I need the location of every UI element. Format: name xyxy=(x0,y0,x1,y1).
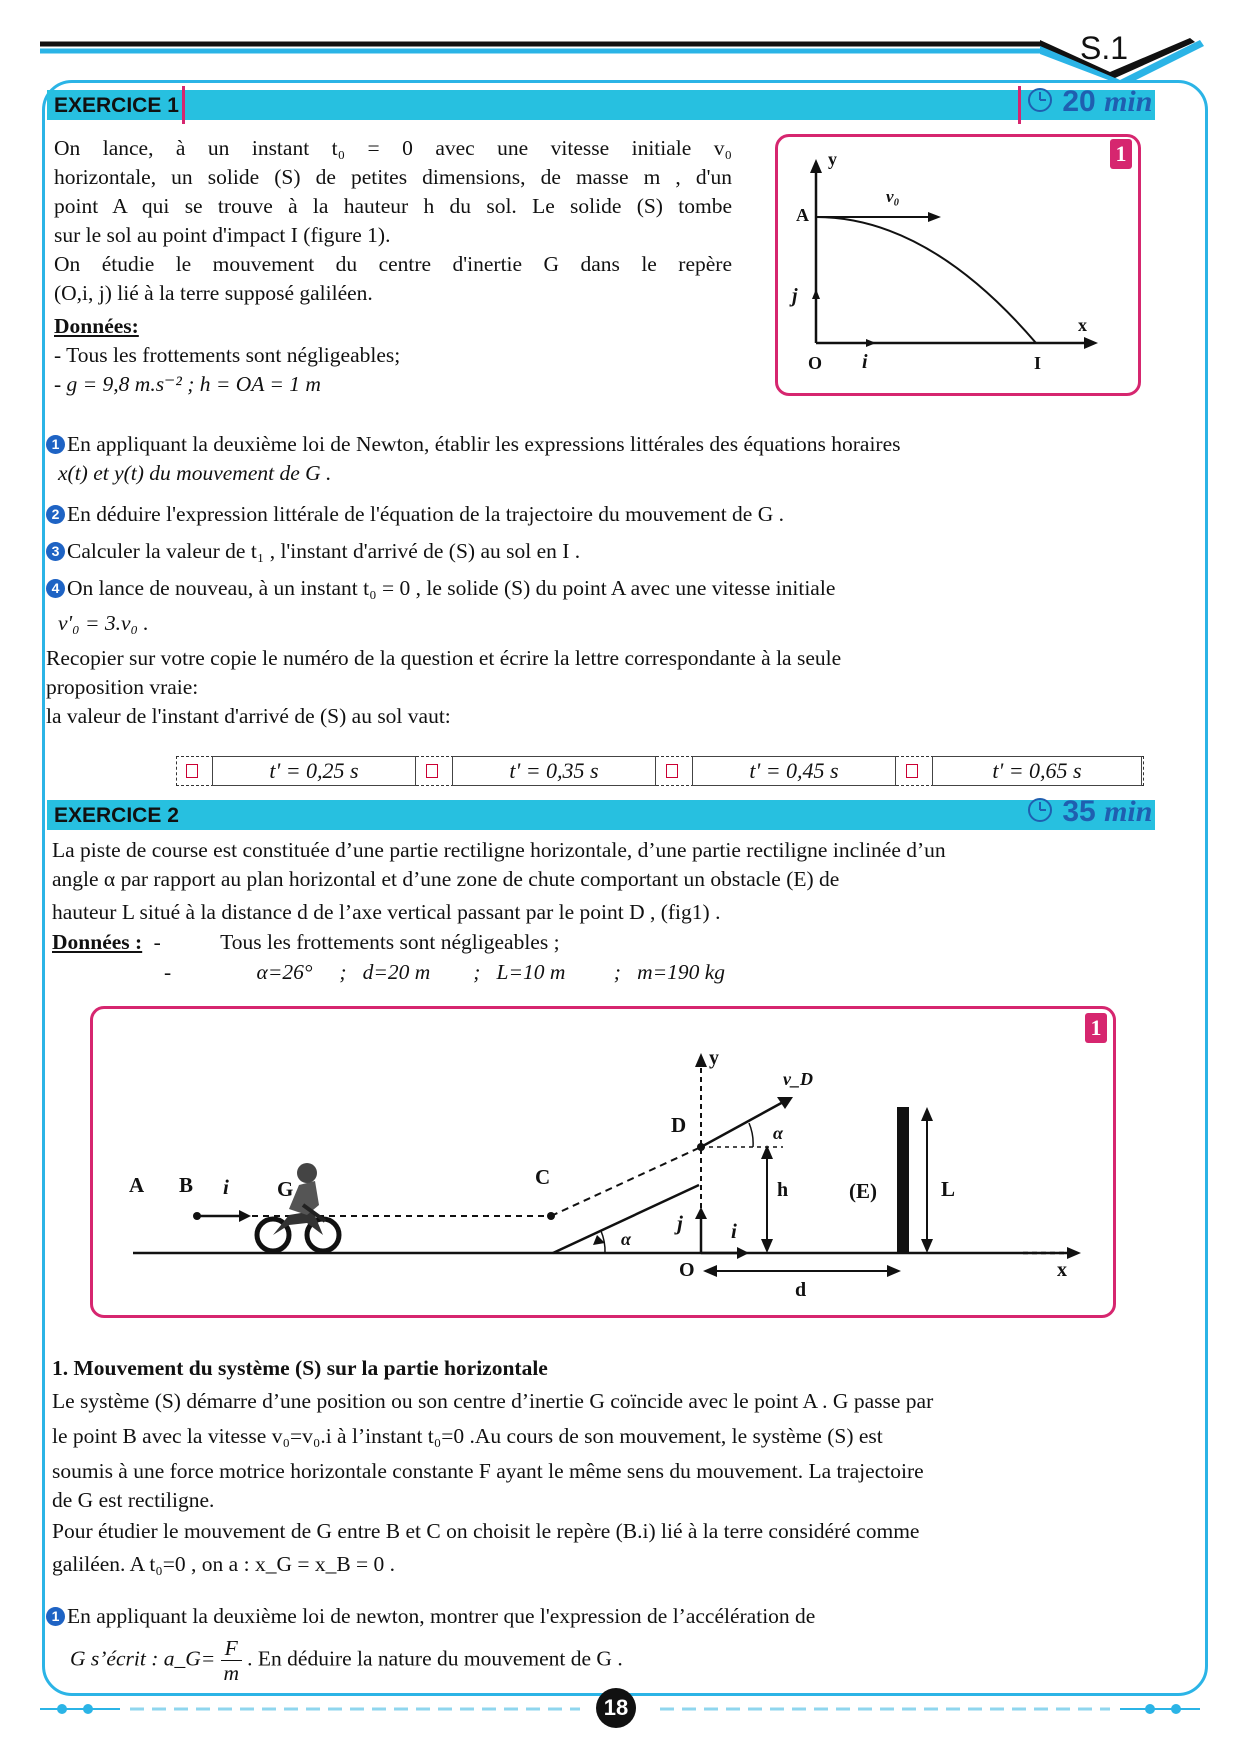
formula-fraction xyxy=(221,1636,242,1685)
figure2-box xyxy=(90,1006,1116,1318)
data-title: Données : xyxy=(52,930,143,954)
intro-line: La piste de course est constituée d’une partie rectiligne horizontale, d’une partie rectiligne inclinée d’un xyxy=(52,838,946,862)
question-3 xyxy=(46,537,1096,566)
figure1-label-I: I xyxy=(1034,353,1042,373)
figure2-diagram xyxy=(93,1009,1113,1315)
figure1-label-v0: v₀ xyxy=(886,187,900,206)
question-text: Calculer la valeur de t₁ , l'instant d'arrivé de (S) au sol en I . xyxy=(67,539,581,563)
data-line: - Tous les frottements sont négligeables; xyxy=(54,343,401,367)
question-2 xyxy=(46,500,1096,529)
figure2-label-x: x xyxy=(1057,1259,1067,1281)
exercise1-title-divider xyxy=(182,86,185,124)
exercise2-data-values xyxy=(164,958,1064,987)
figure1-label-y: y xyxy=(828,149,837,169)
checkbox-icon[interactable] xyxy=(426,764,438,778)
part1-question-1 xyxy=(46,1602,1106,1631)
formula-post: . En déduire la nature du mouvement de G . xyxy=(247,1646,623,1671)
part1-line: le point B avec la vitesse v₀=v₀.i à l’instant t₀=0 .Au cours de son mouvement, le système (S) est xyxy=(52,1424,883,1448)
figure2-label-C: C xyxy=(535,1165,551,1189)
part1-line: de G est rectiligne. xyxy=(52,1488,215,1512)
exercise2-data xyxy=(52,928,1112,957)
question-number: 1 xyxy=(46,1607,65,1626)
motorbike-icon xyxy=(257,1163,339,1251)
question-text: En appliquant la deuxième loi de newton, montrer que l'expression de l’accélération de xyxy=(67,1604,816,1628)
clock-icon xyxy=(1026,86,1054,114)
instruction-line: la valeur de l'instant d'arrivé de (S) au sol vaut: xyxy=(46,704,451,728)
header-decoration xyxy=(0,0,1240,80)
exercise1-timer-divider xyxy=(1018,86,1021,124)
data-dash: - xyxy=(153,930,161,954)
data-title: Données: xyxy=(54,314,139,338)
figure2-label-B: B xyxy=(179,1173,194,1197)
question-text: On lance de nouveau, à un instant t₀ = 0 , le solide (S) du point A avec une vitesse initiale xyxy=(67,576,836,600)
exercise2-time-unit: min xyxy=(1104,795,1153,828)
intro-line: On lance, à un instant t₀ = 0 avec une vitesse initiale v₀ xyxy=(54,136,732,160)
figure2-label-O: O xyxy=(679,1259,695,1281)
exercise2-title-bar xyxy=(47,800,1155,830)
figure2-label-vD: v_D xyxy=(783,1069,813,1089)
figure1-label-O: O xyxy=(808,353,823,373)
part1-line: Le système (S) démarre d’une position ou son centre d’inertie G coïncide avec le point A . G passe par xyxy=(52,1389,934,1413)
exercise2-time-value: 35 xyxy=(1062,795,1096,828)
checkbox-icon[interactable] xyxy=(666,764,678,778)
data-line: - g = 9,8 m.s⁻² ; h = OA = 1 m xyxy=(54,372,321,396)
intro-line: hauteur L situé à la distance d de l’axe vertical passant par le point D , (fig1) . xyxy=(52,900,721,924)
choice-option: t' = 0,65 s xyxy=(932,756,1142,786)
exercise1-title: EXERCICE 1 xyxy=(54,94,179,117)
question-text: v'₀ = 3.v₀ . xyxy=(58,611,149,635)
question-1 xyxy=(46,430,1096,459)
checkbox-icon[interactable] xyxy=(906,764,918,778)
exercise1-questions xyxy=(46,430,1096,731)
figure2-label-E: (E) xyxy=(849,1179,877,1203)
question-1-cont xyxy=(46,459,1096,488)
question-number: 2 xyxy=(46,505,65,524)
checkbox-icon[interactable] xyxy=(186,764,198,778)
figure2-label-i1: i xyxy=(223,1175,229,1199)
figure1-box xyxy=(775,134,1141,396)
figure1-diagram xyxy=(778,137,1138,393)
exercise1-title-bar xyxy=(47,90,1155,120)
question-text: En appliquant la deuxième loi de Newton, établir les expressions littérales des équations horaires xyxy=(67,432,901,456)
figure2-label-alpha2: α xyxy=(621,1229,631,1249)
figure1-label-j: j xyxy=(792,285,798,307)
figure2-label-d: d xyxy=(795,1279,807,1301)
instruction-line: Recopier sur votre copie le numéro de la question et écrire la lettre correspondante à la seule xyxy=(46,646,842,670)
question-text: x(t) et y(t) du mouvement de G . xyxy=(58,461,332,485)
figure1-label-x: x xyxy=(1078,315,1087,335)
figure2-label-i2: i xyxy=(731,1219,737,1243)
data-dash: - xyxy=(164,960,172,984)
exercise2-intro xyxy=(52,836,1112,927)
intro-line: horizontale, un solide (S) de petites dimensions, de masse m , d'un xyxy=(54,165,732,189)
question-number: 1 xyxy=(46,435,65,454)
part1-line: soumis à une force motrice horizontale constante F ayant le même sens du mouvement. La trajectoire xyxy=(52,1459,924,1483)
part1-section xyxy=(52,1354,1112,1579)
choice-option: t' = 0,45 s xyxy=(692,756,896,786)
choice-option: t' = 0,25 s xyxy=(212,756,416,786)
intro-line: point A qui se trouve à la hauteur h du sol. Le solide (S) tombe xyxy=(54,194,732,218)
figure2-label-L: L xyxy=(941,1177,956,1201)
intro-line: (O,i, j) lié à la terre supposé galiléen. xyxy=(54,281,373,305)
exercise1-time-unit: min xyxy=(1104,85,1153,118)
sheet-label: S.1 xyxy=(1080,30,1129,66)
question-number: 4 xyxy=(46,579,65,598)
exercise1-time-value: 20 xyxy=(1062,85,1096,118)
part1-line: Pour étudier le mouvement de G entre B et C on choisit le repère (B.i) lié à la terre considéré comme xyxy=(52,1519,920,1543)
figure1-label-A: A xyxy=(796,205,809,225)
formula-pre: G s’écrit : a_G= xyxy=(70,1646,216,1671)
exercise1-intro xyxy=(54,134,732,399)
figure2-label-y: y xyxy=(709,1047,719,1069)
figure2-label-alpha1: α xyxy=(773,1123,783,1143)
figure1-label-i: i xyxy=(862,351,868,373)
figure1-badge: 1 xyxy=(1110,139,1132,169)
intro-line: angle α par rapport au plan horizontal et d’une zone de chute comportant un obstacle (E) de xyxy=(52,867,840,891)
choice-option: t' = 0,35 s xyxy=(452,756,656,786)
part1-title: 1. Mouvement du système (S) sur la partie horizontale xyxy=(52,1356,548,1380)
data-line: α=26° ; d=20 m ; L=10 m ; m=190 kg xyxy=(256,960,726,984)
figure2-label-A: A xyxy=(129,1173,145,1197)
question-4-cont xyxy=(46,609,1096,638)
figure2-label-G: G xyxy=(277,1177,294,1201)
intro-line: On étudie le mouvement du centre d'inertie G dans le repère xyxy=(54,252,732,276)
figure2-label-h: h xyxy=(777,1179,789,1201)
exercise2-timer xyxy=(1026,795,1152,829)
question-4 xyxy=(46,574,1096,603)
figure2-label-D: D xyxy=(671,1113,687,1137)
intro-line: sur le sol au point d'impact I (figure 1). xyxy=(54,223,391,247)
page-number: 18 xyxy=(596,1688,636,1728)
data-line: Tous les frottements sont négligeables ; xyxy=(220,930,560,954)
clock-icon xyxy=(1026,796,1054,824)
figure2-label-j: j xyxy=(677,1211,683,1235)
exercise2-title: EXERCICE 2 xyxy=(54,804,179,827)
fraction-numerator: F xyxy=(221,1636,242,1661)
figure2-badge: 1 xyxy=(1085,1013,1107,1043)
exercise1-timer xyxy=(1026,85,1152,119)
question-text: En déduire l'expression littérale de l'équation de la trajectoire du mouvement de G . xyxy=(67,502,784,526)
instruction-line: proposition vraie: xyxy=(46,675,199,699)
part1-question-1-formula xyxy=(70,1636,1070,1685)
part1-line: galiléen. A t₀=0 , on a : x_G = x_B = 0 . xyxy=(52,1552,396,1576)
fraction-denominator: m xyxy=(223,1661,239,1685)
question-number: 3 xyxy=(46,542,65,561)
